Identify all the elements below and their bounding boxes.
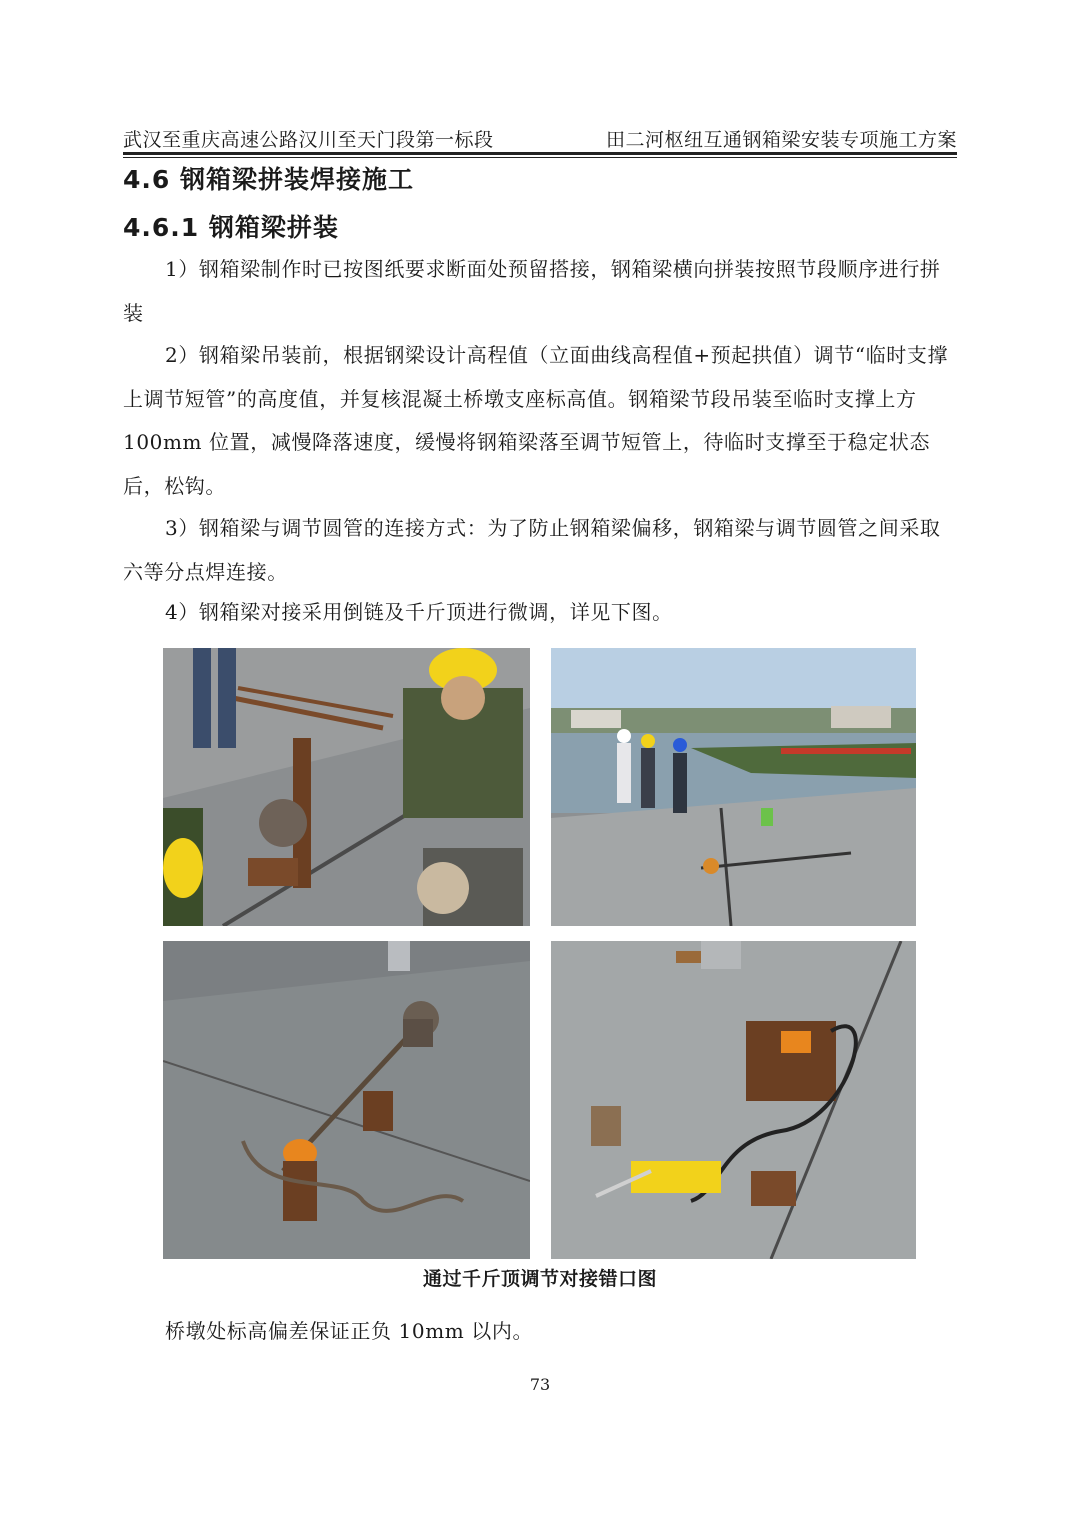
subsection-heading: 4.6.1 钢箱梁拼装 [123,213,339,242]
paragraph-1: 1）钢箱梁制作时已按图纸要求断面处预留搭接，钢箱梁横向拼装按照节段顺序进行拼装 [123,257,941,325]
paragraph-2: 2）钢箱梁吊装前，根据钢梁设计高程值（立面曲线高程值+预起拱值）调节“临时支撑上调节短管”的高度值，并复核混凝土桥墩支座标高值。钢箱梁节段吊装至临时支撑上方 100mm 位置，减慢降落速度，缓慢将钢箱梁落至调节短管上，待临时支撑至于稳定状态后，松钩。 [123,343,949,498]
section-heading: 4.6 钢箱梁拼装焊接施工 [123,165,414,194]
photo-hydraulic-jack [551,941,916,1259]
page-number: 73 [529,1375,551,1394]
paragraph-4: 4）钢箱梁对接采用倒链及千斤顶进行微调，详见下图。 [165,600,673,624]
paragraph-3: 3）钢箱梁与调节圆管的连接方式：为了防止钢箱梁偏移，钢箱梁与调节圆管之间采取六等分点焊连接。 [123,516,941,584]
figure-caption: 通过千斤顶调节对接错口图 [422,1268,657,1290]
header-rule-thick [123,152,957,155]
header-rule-thin [123,157,957,158]
closing-paragraph: 桥墩处标高偏差保证正负 10mm 以内。 [165,1319,534,1343]
photo-bridge-deck-river [551,648,916,926]
header-right-title: 田二河枢纽互通钢箱梁安装专项施工方案 [605,129,957,151]
page-header [123,126,957,152]
photo-chain-hoist-orange [163,941,530,1259]
photo-worker-chain-hoist [163,648,530,926]
header-left-title: 武汉至重庆高速公路汉川至天门段第一标段 [123,129,494,151]
